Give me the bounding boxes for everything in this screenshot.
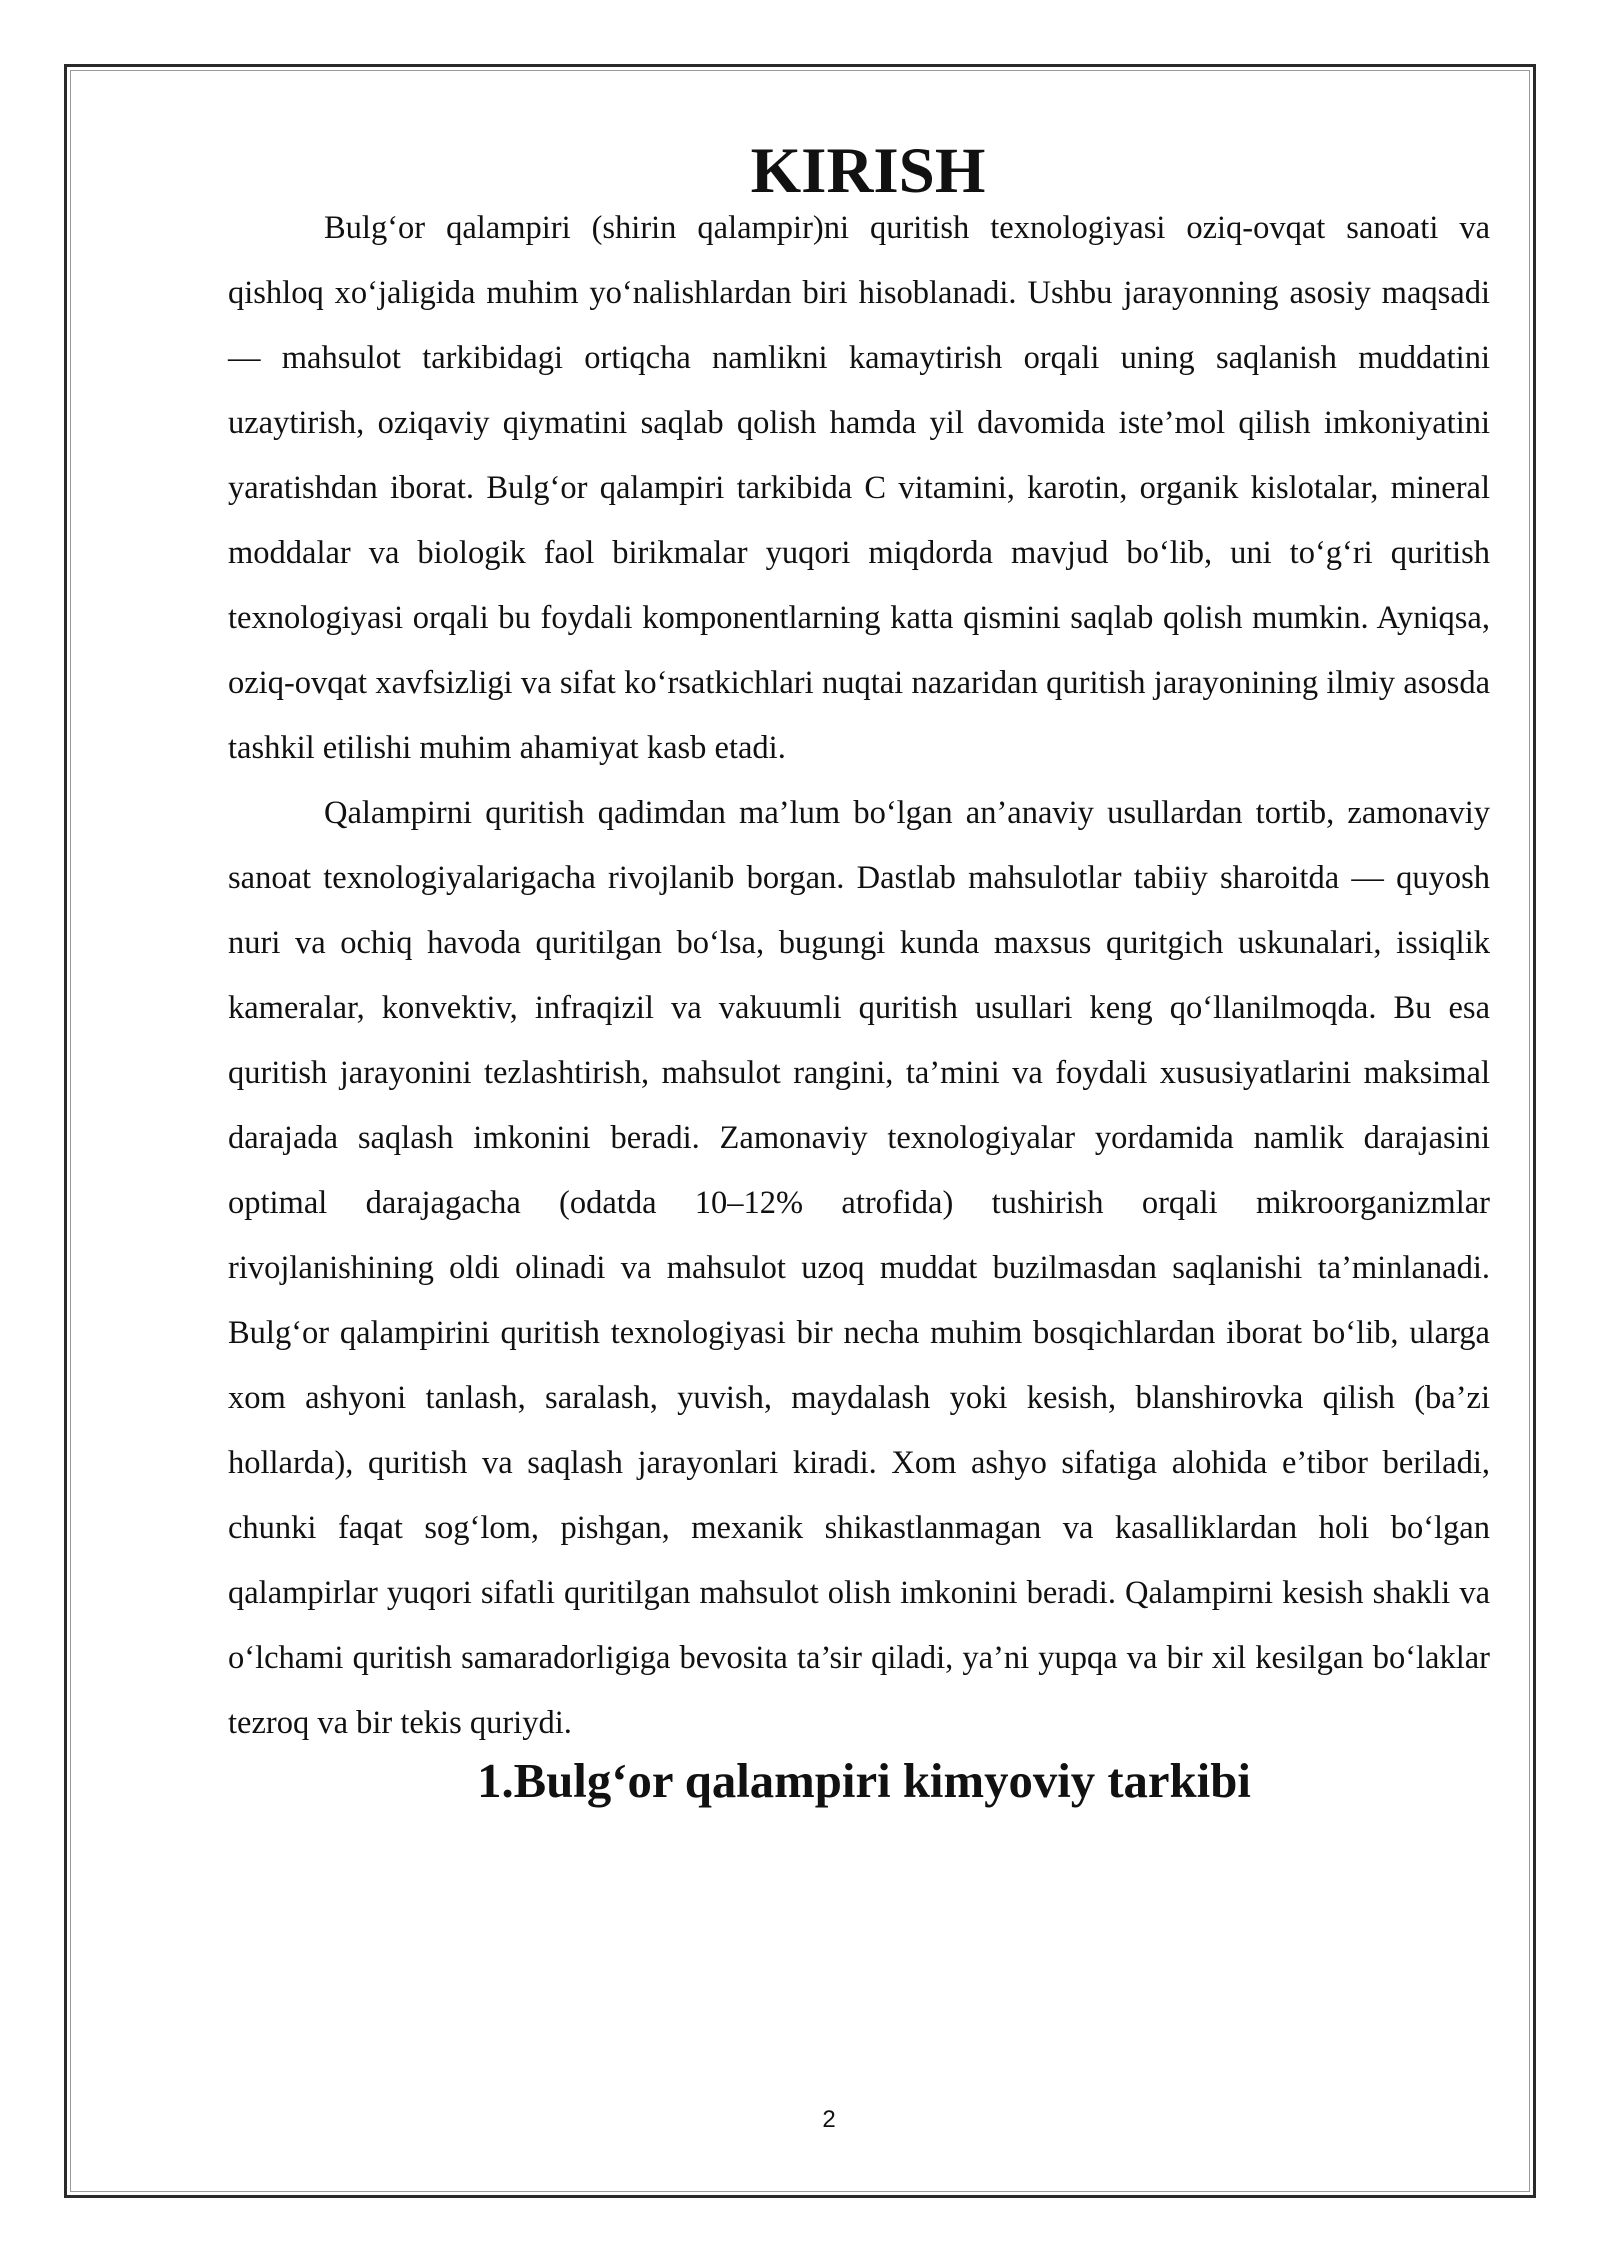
intro-heading: KIRISH [750, 135, 986, 207]
page-number: 2 [822, 2106, 836, 2133]
paragraph-1: Bulg‘or qalampiri (shirin qalampir)ni quritish texnologiyasi oziq-ovqat sanoati va qishloq xo‘jaligida muhim yo‘nalishlardan biri hisoblanadi. Ushbu jarayonning asosiy maqsadi — mahsulot tarkibidagi ortiqcha namlikni kamaytirish orqali uning saqlanish muddatini uzaytirish, oziqaviy qiymatini saqlab qolish hamda yil davomida iste’mol qilish imkoniyatini yaratishdan iborat. Bulg‘or qalampiri tarkibida C vitamini, karotin, organik kislotalar, mineral moddalar va biologik faol birikmalar yuqori miqdorda mavjud bo‘lib, uni to‘g‘ri quritish texnologiyasi orqali bu foydali komponentlarning katta qismini saqlab qolish mumkin. Ayniqsa, oziq-ovqat xavfsizligi va sifat ko‘rsatkichlari nuqtai nazaridan quritish jarayonining ilmiy asosda tashkil etilishi muhim ahamiyat kasb etadi. [228, 210, 1490, 766]
section-heading: 1.Bulg‘or qalampiri kimyoviy tarkibi [477, 1754, 1251, 1808]
paragraph-2: Qalampirni quritish qadimdan ma’lum bo‘lgan an’anaviy usullardan tortib, zamonaviy sanoat texnologiyalarigacha rivojlanib borgan. Dastlab mahsulotlar tabiiy sharoitda — quyosh nuri va ochiq havoda quritilgan bo‘lsa, bugungi kunda maxsus quritgich uskunalari, issiqlik kameralar, konvektiv, infraqizil va vakuumli quritish usullari keng qo‘llanilmoqda. Bu esa quritish jarayonini tezlashtirish, mahsulot rangini, ta’mini va foydali xususiyatlarini maksimal darajada saqlash imkonini beradi. Zamonaviy texnologiyalar yordamida namlik darajasini optimal darajagacha (odatda 10–12% atrofida) tushirish orqali mikroorganizmlar rivojlanishining oldi olinadi va mahsulot uzoq muddat buzilmasdan saqlanishi ta’minlanadi. Bulg‘or qalampirini quritish texnologiyasi bir necha muhim bosqichlardan iborat bo‘lib, ularga xom ashyoni tanlash, saralash, yuvish, maydalash yoki kesish, blanshirovka qilish (ba’zi hollarda), quritish va saqlash jarayonlari kiradi. Xom ashyo sifatiga alohida e’tibor beriladi, chunki faqat sog‘lom, pishgan, mexanik shikastlanmagan va kasalliklardan holi bo‘lgan qalampirlar yuqori sifatli quritilgan mahsulot olish imkonini beradi. Qalampirni kesish shakli va o‘lchami quritish samaradorligiga bevosita ta’sir qiladi, ya’ni yupqa va bir xil kesilgan bo‘laklar tezroq va bir tekis quriydi. [228, 795, 1490, 1741]
document-body [228, 135, 1490, 1808]
